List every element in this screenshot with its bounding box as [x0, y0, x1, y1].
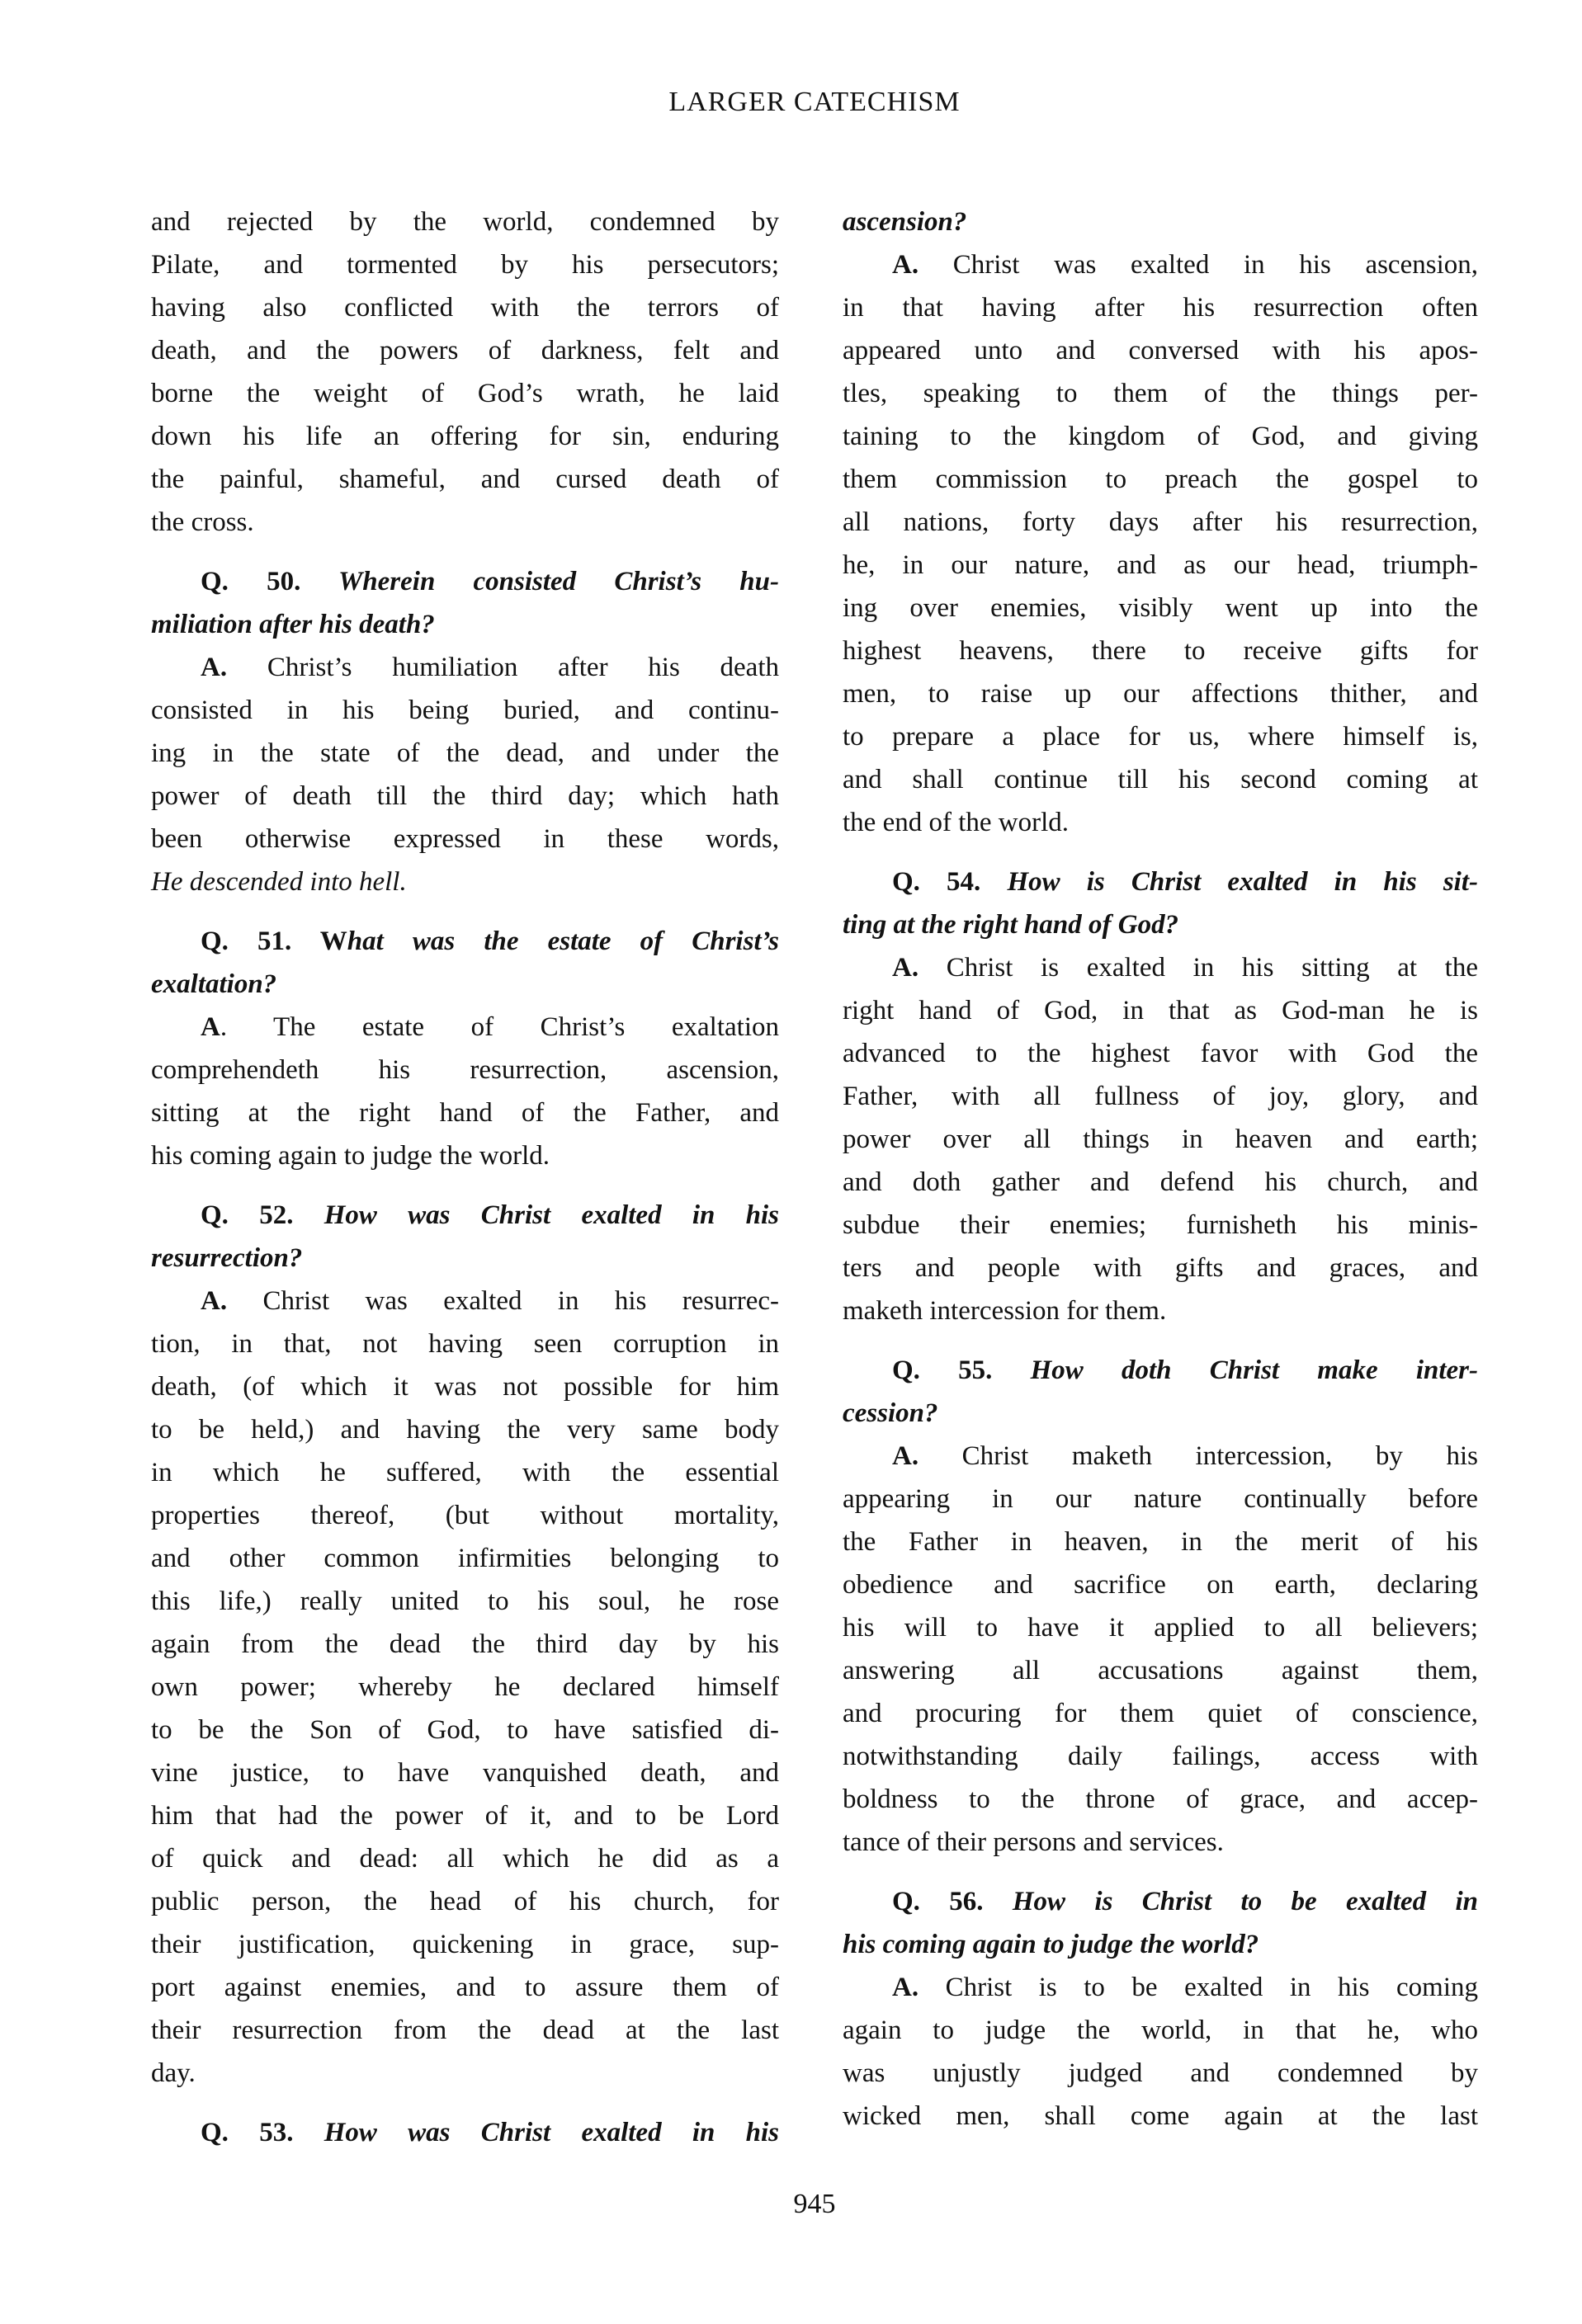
text-line: highest heavens, there to receive gifts for — [843, 636, 1478, 666]
question-paragraph — [151, 920, 779, 1006]
text-line: properties thereof, (but without mortality, — [151, 1501, 779, 1530]
answer-paragraph — [843, 1435, 1478, 1864]
text-line: tles, speaking to them of the things per- — [843, 379, 1478, 408]
right-column — [843, 200, 1478, 2154]
text-line: this life,) really united to his soul, he rose — [151, 1586, 779, 1616]
text-line: Q. 54. How is Christ exalted in his sit- — [892, 867, 1479, 897]
question-paragraph — [151, 1194, 779, 1280]
text-line: answering all accusations against them, — [843, 1656, 1478, 1685]
text-line: Q. 53. How was Christ exalted in his — [201, 2118, 780, 2147]
text-columns — [151, 200, 1478, 2154]
text-line: consisted in his being buried, and continu- — [151, 695, 779, 725]
question-continuation-paragraph — [843, 200, 1478, 243]
text-line: comprehendeth his resurrection, ascension, — [151, 1055, 779, 1085]
text-line: Q. 55. How doth Christ make inter- — [892, 1355, 1479, 1385]
text-line: power over all things in heaven and earth; — [843, 1124, 1478, 1154]
text-line: appeared unto and conversed with his apos- — [843, 336, 1478, 365]
text-line: sitting at the right hand of the Father, and — [151, 1098, 779, 1128]
text-line: him that had the power of it, and to be Lord — [151, 1801, 779, 1831]
text-line: to be the Son of God, to have satisfied di- — [151, 1715, 779, 1745]
text-line: in that having after his resurrection often — [843, 293, 1478, 323]
text-line: them commission to preach the gospel to — [843, 464, 1478, 494]
text-line: the painful, shameful, and cursed death of — [151, 464, 779, 494]
text-line: appearing in our nature continually before — [843, 1484, 1478, 1514]
text-line: port against enemies, and to assure them of — [151, 1973, 779, 2002]
text-line: Q. 51. What was the estate of Christ’s — [201, 926, 779, 956]
answer-paragraph — [843, 946, 1478, 1332]
text-line: men, to raise up our affections thither, and — [843, 679, 1478, 709]
text-line: obedience and sacrifice on earth, declaring — [843, 1570, 1478, 1600]
text-line: ting at the right hand of God? — [843, 910, 1179, 940]
text-line: resurrection? — [151, 1243, 303, 1273]
text-line: death, (of which it was not possible for him — [151, 1372, 779, 1402]
text-line: down his life an offering for sin, enduring — [151, 422, 779, 451]
text-line: public person, the head of his church, for — [151, 1887, 779, 1916]
text-line: notwithstanding daily failings, access with — [843, 1742, 1478, 1771]
text-line: and rejected by the world, condemned by — [151, 207, 779, 237]
text-line: maketh intercession for them. — [843, 1296, 1167, 1326]
text-line: Father, with all fullness of joy, glory, and — [843, 1082, 1478, 1111]
text-line: ing in the state of the dead, and under the — [151, 738, 779, 768]
text-line: his coming again to judge the world. — [151, 1141, 550, 1171]
text-line: again from the dead the third day by his — [151, 1629, 779, 1659]
text-line: A. Christ is exalted in his sitting at the — [892, 953, 1478, 983]
text-line: tion, in that, not having seen corruption in — [151, 1329, 779, 1359]
question-paragraph — [843, 1349, 1478, 1435]
answer-paragraph — [843, 243, 1478, 844]
text-line: boldness to the throne of grace, and accep- — [843, 1784, 1478, 1814]
text-line: the Father in heaven, in the merit of his — [843, 1527, 1478, 1557]
text-line: Pilate, and tormented by his persecutors; — [151, 250, 779, 280]
text-line: ascension? — [843, 207, 967, 237]
continuation-paragraph — [151, 200, 779, 544]
text-line: he, in our nature, and as our head, triumph- — [843, 550, 1478, 580]
answer-paragraph — [151, 1280, 779, 2095]
page-number: 945 — [793, 2189, 836, 2219]
text-line: exaltation? — [151, 969, 277, 999]
text-line: taining to the kingdom of God, and giving — [843, 422, 1478, 451]
text-line: power of death till the third day; which hath — [151, 781, 779, 811]
text-line: day. — [151, 2058, 196, 2088]
text-line: ters and people with gifts and graces, and — [843, 1253, 1478, 1283]
text-line: right hand of God, in that as God-man he is — [843, 996, 1478, 1025]
text-line: ing over enemies, visibly went up into the — [843, 593, 1478, 623]
question-paragraph — [843, 860, 1478, 946]
question-paragraph — [151, 2111, 779, 2154]
text-line: and other common infirmities belonging to — [151, 1544, 779, 1573]
text-line: Q. 50. Wherein consisted Christ’s hu- — [201, 567, 779, 596]
text-line: miliation after his death? — [151, 610, 435, 639]
text-line: own power; whereby he declared himself — [151, 1672, 779, 1702]
text-line: A. Christ was exalted in his resurrec- — [201, 1286, 779, 1316]
text-line: of quick and dead: all which he did as a — [151, 1844, 779, 1874]
text-line: A. Christ’s humiliation after his death — [201, 653, 779, 682]
text-line: cession? — [843, 1398, 938, 1428]
text-line: to be held,) and having the very same body — [151, 1415, 779, 1445]
text-line: to prepare a place for us, where himself is, — [843, 722, 1478, 752]
answer-paragraph — [151, 1006, 779, 1177]
text-line: the end of the world. — [843, 808, 1070, 837]
text-line: Q. 52. How was Christ exalted in his — [201, 1200, 780, 1230]
question-paragraph — [843, 1880, 1478, 1966]
running-head-title: LARGER CATECHISM — [668, 87, 961, 117]
text-line: in which he suffered, with the essential — [151, 1458, 779, 1487]
text-line: the cross. — [151, 507, 254, 537]
text-line: A. The estate of Christ’s exaltation — [201, 1012, 779, 1042]
text-line: his coming again to judge the world? — [843, 1930, 1259, 1959]
text-line: Q. 56. How is Christ to be exalted in — [892, 1887, 1479, 1916]
text-line: his will to have it applied to all believers; — [843, 1613, 1478, 1643]
text-line: having also conflicted with the terrors of — [151, 293, 779, 323]
text-line: advanced to the highest favor with God the — [843, 1039, 1478, 1068]
text-line: subdue their enemies; furnisheth his minis- — [843, 1210, 1478, 1240]
text-line: A. Christ is to be exalted in his coming — [892, 1973, 1478, 2002]
text-line: been otherwise expressed in these words, — [151, 824, 779, 854]
text-line: was unjustly judged and condemned by — [843, 2058, 1478, 2088]
text-line: again to judge the world, in that he, who — [843, 2015, 1478, 2045]
text-line: and procuring for them quiet of conscience, — [843, 1699, 1478, 1728]
question-paragraph — [151, 560, 779, 646]
text-line: borne the weight of God’s wrath, he laid — [151, 379, 779, 408]
answer-paragraph — [151, 646, 779, 903]
text-line: A. Christ was exalted in his ascension, — [892, 250, 1478, 280]
text-line: and shall continue till his second coming at — [843, 765, 1478, 794]
text-line: all nations, forty days after his resurrection, — [843, 507, 1478, 537]
text-line: vine justice, to have vanquished death, and — [151, 1758, 779, 1788]
text-line: tance of their persons and services. — [843, 1827, 1224, 1857]
text-line: and doth gather and defend his church, and — [843, 1167, 1478, 1197]
left-column — [151, 200, 779, 2154]
text-line: their justification, quickening in grace, sup- — [151, 1930, 779, 1959]
answer-paragraph — [843, 1966, 1478, 2138]
text-line: wicked men, shall come again at the last — [843, 2101, 1478, 2131]
text-line: He descended into hell. — [151, 867, 407, 897]
text-line: their resurrection from the dead at the last — [151, 2015, 779, 2045]
text-line: death, and the powers of darkness, felt and — [151, 336, 779, 365]
text-line: A. Christ maketh intercession, by his — [892, 1441, 1478, 1471]
